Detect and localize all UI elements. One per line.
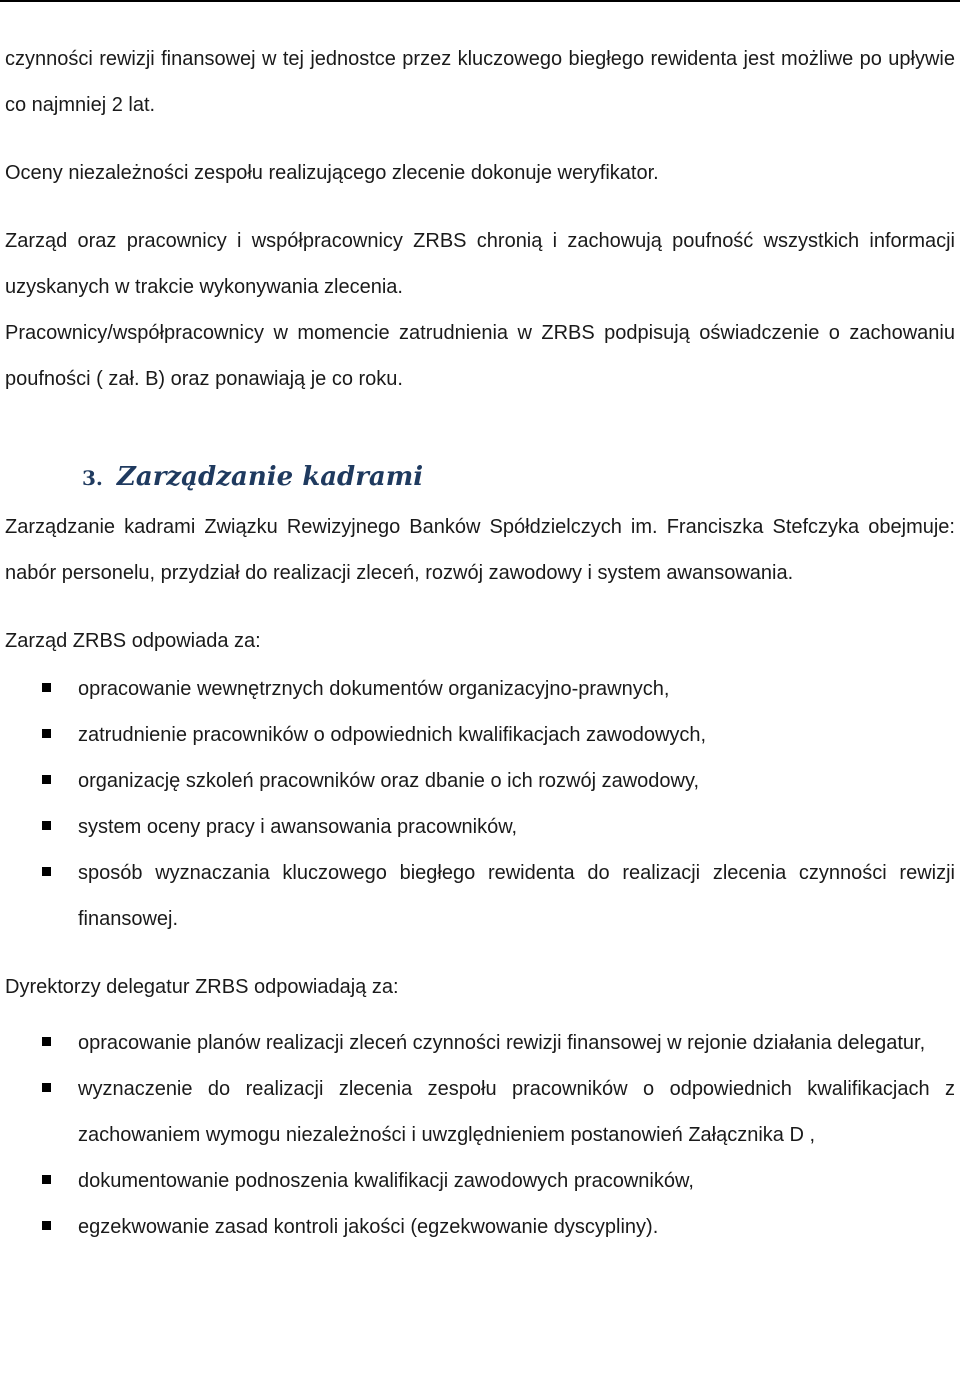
list-item-text: zatrudnienie pracowników o odpowiednich kwalifikacjach zawodowych,	[78, 724, 707, 746]
square-bullet-icon	[42, 1037, 51, 1046]
list-item	[5, 712, 955, 758]
square-bullet-icon	[42, 729, 51, 738]
list-item	[5, 1204, 955, 1250]
list-item	[5, 666, 955, 712]
list-item	[5, 804, 955, 850]
paragraph-rotation: czynności rewizji finansowej w tej jednostce przez kluczowego biegłego rewidenta jest możliwe po upływie co najmniej 2 lat.	[5, 48, 955, 116]
list-item-text: dokumentowanie podnoszenia kwalifikacji zawodowych pracowników,	[78, 1170, 694, 1192]
document-content	[5, 36, 955, 1250]
board-lead: Zarząd ZRBS odpowiada za:	[5, 630, 261, 652]
square-bullet-icon	[42, 867, 51, 876]
square-bullet-icon	[42, 1221, 51, 1230]
section-intro: Zarządzanie kadrami Związku Rewizyjnego Banków Spółdzielczych im. Franciszka Stefczyka obejmuje: nabór personelu, przydział do realizacji zleceń, rozwój zawodowy i system awansowania.	[5, 516, 955, 584]
list-item	[5, 850, 955, 942]
list-item-text: system oceny pracy i awansowania pracowników,	[78, 816, 518, 838]
list-item	[5, 1158, 955, 1204]
top-rule	[0, 0, 960, 2]
square-bullet-icon	[42, 1083, 51, 1092]
list-item	[5, 758, 955, 804]
section-title: Zarządzanie kadrami	[116, 462, 424, 492]
list-item-text: egzekwowanie zasad kontroli jakości (egzekwowanie dyscypliny).	[78, 1216, 659, 1238]
directors-list	[5, 1020, 955, 1250]
list-item	[5, 1066, 955, 1158]
square-bullet-icon	[42, 821, 51, 830]
square-bullet-icon	[42, 1175, 51, 1184]
list-item-text: sposób wyznaczania kluczowego biegłego rewidenta do realizacji zlecenia czynności rewizji finansowej.	[78, 862, 955, 930]
list-item-text: opracowanie wewnętrznych dokumentów organizacyjno-prawnych,	[78, 678, 670, 700]
list-item-text: organizację szkoleń pracowników oraz dbanie o ich rozwój zawodowy,	[78, 770, 700, 792]
square-bullet-icon	[42, 775, 51, 784]
paragraph-independence: Oceny niezależności zespołu realizującego zlecenie dokonuje weryfikator.	[5, 162, 659, 184]
list-item-text: wyznaczenie do realizacji zlecenia zespołu pracowników o odpowiednich kwalifikacjach z zachowaniem wymogu niezależności i uwzględnieniem postanowień Załącznika D ,	[78, 1078, 955, 1146]
square-bullet-icon	[42, 683, 51, 692]
section-number: 3.	[82, 466, 103, 490]
board-list	[5, 666, 955, 942]
directors-lead: Dyrektorzy delegatur ZRBS odpowiadają za:	[5, 976, 399, 998]
paragraph-declaration: Pracownicy/współpracownicy w momencie zatrudnienia w ZRBS podpisują oświadczenie o zachowaniu poufności ( zał. B) oraz ponawiają je co roku.	[5, 322, 955, 390]
paragraph-confidentiality: Zarząd oraz pracownicy i współpracownicy ZRBS chronią i zachowują poufność wszystkich informacji uzyskanych w trakcie wykonywania zlecenia.	[5, 230, 955, 298]
section-heading	[5, 454, 955, 500]
list-item	[5, 1020, 955, 1066]
list-item-text: opracowanie planów realizacji zleceń czynności rewizji finansowej w rejonie działania delegatur,	[78, 1032, 926, 1054]
